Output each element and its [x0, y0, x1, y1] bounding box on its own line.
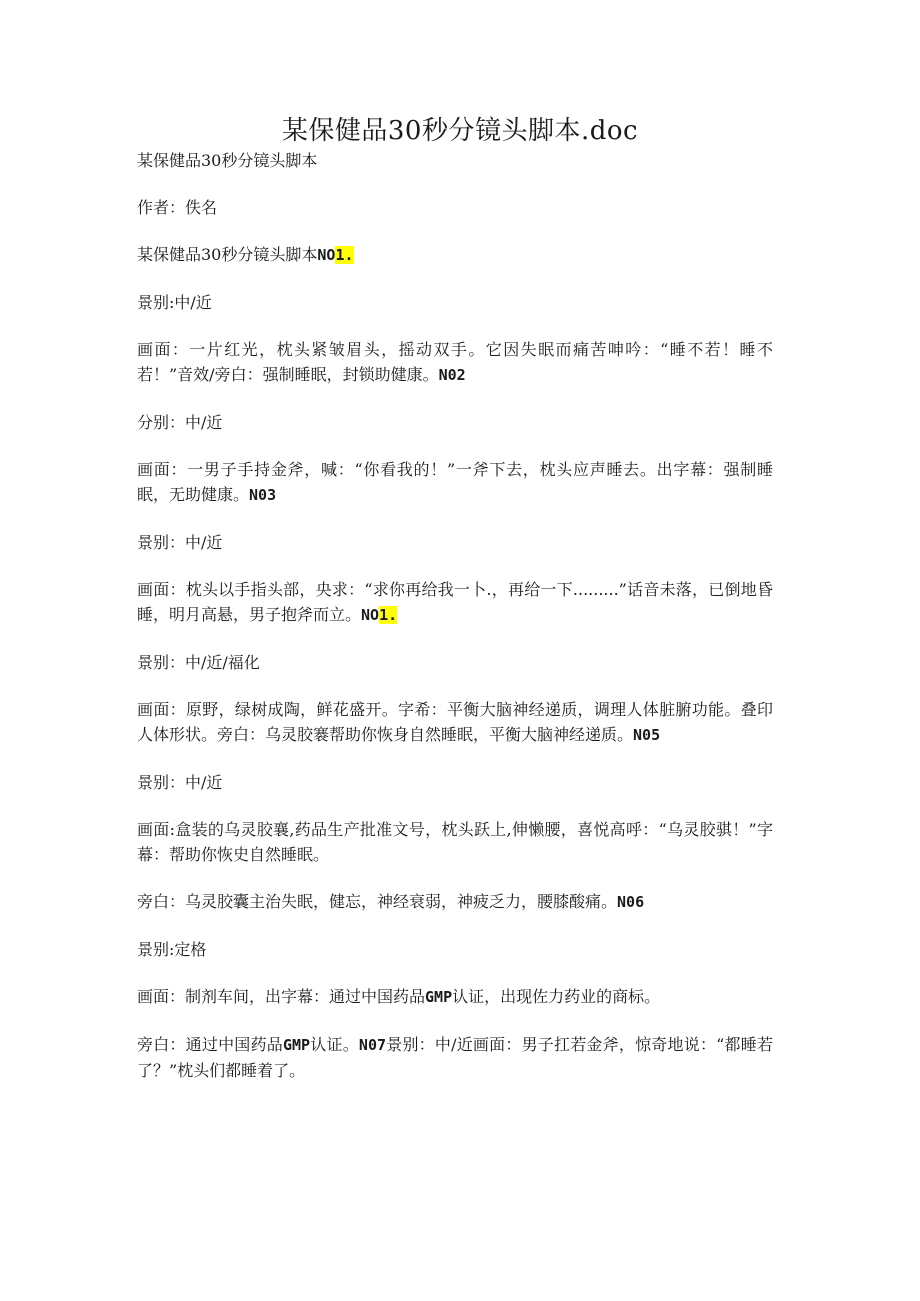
- shot-scale-4: 景别：中/近/福化: [137, 653, 260, 672]
- scene-description-6: [137, 984, 773, 1010]
- scene-text-3: 画面：枕头以手指头部，央求：“求你再给我一卜.，再给一下.........”话音未落，已倒地昏睡，明月高悬，男子抱斧而立。: [137, 580, 773, 624]
- document-title: 某保健品30秒分镜头脚本.doc: [281, 116, 639, 146]
- shot-code-n05: N05: [633, 726, 661, 744]
- scene-description-2: [137, 457, 773, 508]
- shot-scale-5: 景别：中/近: [137, 773, 223, 792]
- gmp-label-1: GMP: [425, 988, 453, 1006]
- voiceover-1: [137, 889, 773, 915]
- voiceover-text-2c: 景别：中/近画面：男子扛若金斧，惊奇地说：“都睡若了？”枕头们都睡着了。: [137, 1035, 773, 1080]
- voiceover-text-1: 旁白：乌灵胶囊主治失眠，健忘，神经衰弱，神疲乏力，腰膝酸痛。: [137, 892, 618, 911]
- voiceover-2: [137, 1032, 773, 1083]
- shot-code-n07: N07: [358, 1036, 387, 1054]
- scene-text-2: 画面：一男子手持金斧，喊：“你看我的！”一斧下去，枕头应声睡去。出字幕：强制睡眠，无助健康。: [137, 460, 773, 504]
- scene-description-4: [137, 697, 773, 748]
- section-heading-text: 某保健品30秒分镜头脚本: [137, 245, 318, 264]
- shot-code-no1b-prefix: NO: [361, 606, 380, 624]
- shot-scale-6: 景别:定格: [137, 940, 207, 959]
- author-line: 作者：佚名: [137, 198, 218, 217]
- shot-code-n03: N03: [249, 486, 277, 504]
- scene-description-3: [137, 577, 773, 628]
- scene-description-1: [137, 337, 773, 388]
- voiceover-text-2b: 认证。: [310, 1035, 359, 1054]
- subtitle: 某保健品30秒分镜头脚本: [137, 151, 318, 170]
- shot-code-no1-highlight: 1.: [335, 246, 354, 264]
- section-heading: [137, 242, 773, 268]
- shot-code-no1-prefix: NO: [317, 246, 336, 264]
- scene-text-4: 画面：原野，绿树成陶，鲜花盛开。字希：平衡大脑神经递质，调理人体脏腑功能。叠印人体形状。旁白：乌灵胶褰帮助你恢身自然睡眠，平衡大脑神经递质。: [137, 700, 773, 744]
- scene-description-5: 画面:盒装的乌灵胶襄,药品生产批准文号，枕头跃上,伸懒腰，喜悦高呼：“乌灵胶骐！”字幕：帮助你恢史自然睡眠。: [137, 820, 773, 864]
- shot-scale-2: 分别：中/近: [137, 413, 223, 432]
- shot-code-n02: N02: [438, 366, 466, 384]
- document-body: [137, 148, 773, 1105]
- shot-scale-3: 景别：中/近: [137, 533, 223, 552]
- scene-text-6b: 认证，出现佐力药业的商标。: [452, 987, 661, 1006]
- gmp-label-2: GMP: [282, 1036, 311, 1054]
- shot-scale-1: 景别:中/近: [137, 293, 212, 312]
- shot-code-n06: N06: [617, 893, 645, 911]
- shot-code-no1b-highlight: 1.: [379, 606, 398, 624]
- scene-text-6a: 画面：制剂车间，出字幕：通过中国药品: [137, 987, 426, 1006]
- scene-text-1: 画面：一片红光，枕头紧皱眉头，摇动双手。它因失眠而痛苦呻吟：“睡不若！睡不若！”音效/旁白：强制睡眠，封锁助健康。: [137, 340, 773, 384]
- voiceover-text-2a: 旁白：通过中国药品: [137, 1035, 283, 1054]
